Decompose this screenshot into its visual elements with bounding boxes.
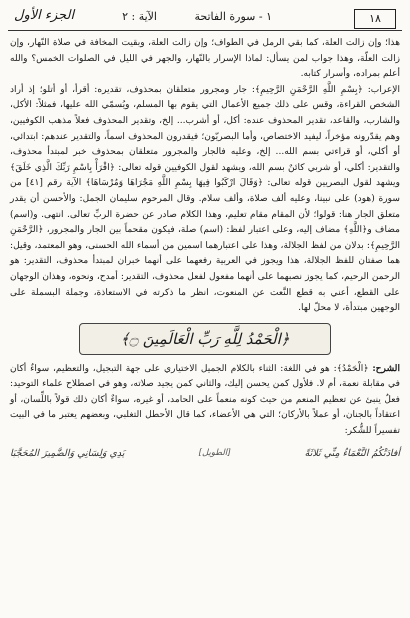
- verse-hemistich-right: أفادَتْكُمُ النَّعْمَاءُ مِنِّي ثَلاثَةً: [304, 447, 400, 459]
- juz-label: الجزء الأول: [14, 8, 75, 23]
- sura-title: ١ - سورة الفاتحة: [194, 10, 272, 23]
- page-number: ١٨: [354, 9, 396, 29]
- paragraph-intro: هذا؛ وإن زالت العلة، كما بقي الرمل في الطواف؛ وإن زالت العلة، وبقيت المخافة في صلاة النّهار، وإن زالت العلّة، وهذا جواب لمن يسأل: لماذا الإسرار بالنّهار، والجهر في الليل في الصلوات الخمس؟ والله أعلم بمراده، وأسرار كتابه.: [10, 38, 400, 80]
- verse-hemistich-left: يَدِي وَلِسَانِي وَالضَّمِيرَ المُحَجَّبَا: [10, 447, 125, 459]
- sharh-text: ﴿الْحَمْدُ﴾: هو في اللغة: الثناء بالكلام الجميل الاختياري على جهة التبجيل، والتعظيم، سواءٌ أكان في مقابلة نعمة، أم لا. فلأول كمن يحسن إليك، والثاني كمن يجيد صلاته، وهو في اصطلاح علماء التوحيد: فعلٌ ينبئ عن تعظيم المنعم من حيث كونه منعماً على الحامد، أو غيره، سواءٌ أكان ذلك قولاً باللِّسان، أو اعتقاداً بالجنان، أو عملاً بالأركان؛ التي هي الأعضاء، كما قال الأحطل التغلبي، وبعضهم يعتبر ما في البيت تفسيراً للشُّكر:: [10, 363, 400, 437]
- verse-meter: [الطويل]: [198, 447, 231, 458]
- paragraph-irab: الإعراب: ﴿بِسْمِ اللَّهِ الرَّحْمَنِ الرَّحِيمِ﴾: جار ومجرور متعلقان بمحذوف، تقديره: أقرأ، أو أتلو؛ إذ أراد الشخص القراءة، وقس على ذلك جميع الأعمال التي يقوم بها المسلم، ويُسمّي الله عليها، فمثلاً: الأكل، والشارب، والقاعد، تقدير المحذوف عنده: أكل، أو أشرب... إلخ، وتقدير المحذوف فعلاً مذهب الكوفيين، وهم يقدّرونه مؤخراً، ليفيد الاختصاص، وأما البصريّون؛ فيقدرون المحذوف اسماً، والتقدير عندهم: ابتدائي، أو أكلي، أو قراءتي بسم الله... إلخ، وعليه فالجار والمجرور متعلقان بمحذوف خبر لمبتدأ محذوف، والتقدير: أكلي، أو شربي كائنٌ بسم الله، ويشهد لقول الكوفيين قوله تعالى: ﴿اقْرَأْ بِاسْمِ رَبِّكَ الَّذِي خَلَقَ﴾ ويشهد لقول البصريين قوله تعالى: ﴿وَقَالَ ارْكَبُوا فِيهَا بِسْمِ اللَّهِ مَجْرَاهَا وَمُرْسَاهَا﴾ الآية رقم [٤١] من سورة (هود) على نبينا، وعليه ألف صلاة، وألف سلام. وقال المرحوم سليمان الجمل: والأحسن أن يقدر متعلق الجار هنا: قولوا؛ لأن المقام مقام تعليم، وهذا الكلام صادر عن حضرة الربِّ تعالى. انتهى. و(اسم) مضاف و﴿اللَّهِ﴾ مضاف إليه، وعلى اعتبار لفظ: (اسم) صلة، فيكون مقحماً بين الجار والمجرور، ﴿الرَّحْمَنِ الرَّحِيمِ﴾: بدلان من لفظ الجلالة، وهذا على اعتبارهما اسمين من أسماء الله الحسنى، وهو المعتمد، وقيل: هما صفتان للفظ الجلالة، هذا ويجوز في العربية رفعهما على أنهما خبران لمبتدأ محذوف، التقدير: هو الرحمن الرحيم، كما يجوز نصبهما على أنهما مفعول لفعل محذوف، التقدير: أمدح، ونحوه، وهذان الوجهان على القطع، أعني به قطع النَّعت عن المنعوت، انظر ما ذكرته في الاستعاذة، وجملة البسملة على الوجهين مبتدأة، لا محلّ لها.: [10, 84, 400, 314]
- sharh-label: الشرح:: [372, 362, 400, 374]
- page-header: [8, 6, 402, 32]
- header-divider: [8, 30, 402, 31]
- verse-banner: [79, 323, 331, 355]
- verse-banner-text: ﴿الْحَمْدُ لِلَّهِ رَبِّ الْعَالَمِينَ ۝﴾: [120, 329, 290, 348]
- main-text: [10, 36, 400, 461]
- paragraph-sharh: [10, 361, 400, 440]
- ayah-label: الآية : ٢: [122, 10, 157, 23]
- poetry-verse: [10, 446, 400, 462]
